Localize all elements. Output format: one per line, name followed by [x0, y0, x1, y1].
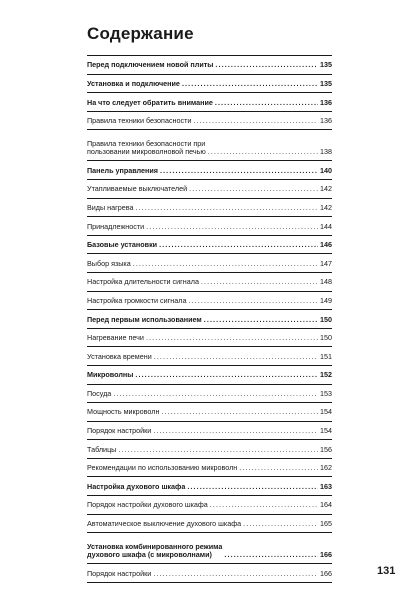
toc-entry-label: Порядок настройки: [87, 568, 152, 578]
toc-entry: [87, 403, 332, 422]
dot-leader: [135, 371, 318, 379]
toc-entry-label: Правила техники безопасности: [87, 116, 192, 126]
toc-entry-label: Рекомендации по использованию микроволн: [87, 463, 238, 473]
toc-entry-label: Виды нагрева: [87, 202, 134, 212]
toc-entry: [87, 440, 332, 459]
toc-entry: [87, 422, 332, 441]
table-of-contents: [87, 55, 332, 583]
dot-leader: [239, 464, 318, 472]
dot-leader: [224, 551, 318, 559]
toc-entry-label: Настройка громкости сигнала: [87, 295, 187, 305]
toc-entry-page: 162: [320, 463, 332, 473]
toc-entry-page: 136: [320, 116, 332, 126]
toc-entry: [87, 254, 332, 273]
toc-entry: [87, 93, 332, 112]
toc-entry: [87, 515, 332, 534]
dot-leader: [154, 353, 318, 361]
toc-entry: [87, 56, 332, 75]
toc-entry: [87, 217, 332, 236]
toc-entry-label: Принадлежности: [87, 221, 145, 231]
toc-entry: [87, 496, 332, 515]
toc-entry: [87, 199, 332, 218]
dot-leader: [153, 570, 318, 578]
toc-entry-page: 154: [320, 407, 332, 417]
toc-entry-label: Порядок настройки духового шкафа: [87, 500, 208, 510]
toc-entry: [87, 385, 332, 404]
toc-entry: [87, 347, 332, 366]
toc-entry: [87, 310, 332, 329]
dot-leader: [159, 241, 318, 249]
toc-entry-page: 142: [320, 202, 332, 212]
toc-entry: [87, 112, 332, 131]
toc-entry-page: 163: [320, 481, 332, 491]
dot-leader: [243, 520, 318, 528]
toc-entry: [87, 130, 332, 161]
dot-leader: [146, 334, 318, 342]
toc-entry-label: Настройка длительности сигнала: [87, 277, 199, 287]
toc-entry-label: Микроволны: [87, 370, 134, 380]
dot-leader: [208, 148, 318, 156]
toc-entry-label: Настройка духового шкафа: [87, 481, 186, 491]
toc-entry: [87, 273, 332, 292]
toc-entry-page: 150: [320, 314, 332, 324]
toc-entry-label: Установка времени: [87, 351, 152, 361]
toc-entry-page: 142: [320, 184, 332, 194]
dot-leader: [215, 61, 318, 69]
toc-entry-page: 156: [320, 444, 332, 454]
dot-leader: [133, 260, 318, 268]
toc-entry-label: Нагревание печи: [87, 333, 144, 343]
toc-entry-page: 151: [320, 351, 332, 361]
toc-entry-page: 135: [320, 78, 332, 88]
toc-entry: [87, 564, 332, 583]
toc-entry-page: 147: [320, 258, 332, 268]
toc-entry: [87, 75, 332, 94]
toc-entry-label: Выбор языка: [87, 258, 131, 268]
toc-entry-label: Панель управления: [87, 165, 158, 175]
toc-entry: [87, 366, 332, 385]
dot-leader: [146, 223, 318, 231]
toc-entry-label: Мощность микроволн: [87, 407, 160, 417]
dot-leader: [189, 185, 318, 193]
dot-leader: [135, 204, 318, 212]
toc-entry-page: 165: [320, 519, 332, 529]
toc-entry-page: 135: [320, 60, 332, 70]
toc-entry: [87, 459, 332, 478]
toc-entry-label: Базовые установки: [87, 240, 158, 250]
toc-entry-label: На что следует обратить внимание: [87, 97, 213, 107]
page-number: 131: [377, 565, 396, 577]
toc-entry-label: Установка и подключение: [87, 78, 180, 88]
dot-leader: [182, 80, 318, 88]
toc-entry-page: 149: [320, 295, 332, 305]
toc-entry-page: 154: [320, 426, 332, 436]
toc-entry-page: 140: [320, 165, 332, 175]
toc-entry-label: Автоматическое выключение духового шкафа: [87, 519, 242, 529]
toc-entry: [87, 533, 332, 564]
toc-entry-label: Перед подключением новой плиты: [87, 60, 214, 70]
toc-entry-page: 152: [320, 370, 332, 380]
toc-entry-label: Таблицы: [87, 444, 117, 454]
dot-leader: [160, 167, 318, 175]
toc-entry-label: Установка комбинированного режима духового шкафа (с микроволнами): [87, 541, 223, 560]
dot-leader: [201, 278, 318, 286]
dot-leader: [188, 297, 318, 305]
toc-entry: [87, 161, 332, 180]
toc-entry-label: Правила техники безопасности при пользовании микроволновой печью: [87, 138, 206, 157]
dot-leader: [113, 390, 318, 398]
dot-leader: [204, 316, 318, 324]
page-title: Содержание: [87, 24, 194, 43]
toc-entry-label: Перед первым использованием: [87, 314, 202, 324]
dot-leader: [193, 117, 318, 125]
toc-entry: [87, 477, 332, 496]
toc-entry-page: 144: [320, 221, 332, 231]
toc-entry-page: 136: [320, 97, 332, 107]
toc-entry-label: Посуда: [87, 388, 112, 398]
toc-entry-page: 148: [320, 277, 332, 287]
toc-entry-page: 150: [320, 333, 332, 343]
dot-leader: [153, 427, 318, 435]
toc-entry: [87, 236, 332, 255]
toc-entry-page: 166: [320, 550, 332, 560]
dot-leader: [210, 501, 318, 509]
dot-leader: [161, 408, 318, 416]
toc-entry-label: Порядок настройки: [87, 426, 152, 436]
dot-leader: [187, 483, 318, 491]
toc-entry: [87, 329, 332, 348]
dot-leader: [215, 99, 318, 107]
toc-entry-page: 166: [320, 568, 332, 578]
dot-leader: [118, 446, 318, 454]
toc-entry: [87, 292, 332, 311]
toc-entry-page: 153: [320, 388, 332, 398]
toc-entry: [87, 180, 332, 199]
toc-entry-page: 146: [320, 240, 332, 250]
toc-entry-label: Утапливаемые выключателей: [87, 184, 188, 194]
toc-entry-page: 164: [320, 500, 332, 510]
toc-entry-page: 138: [320, 147, 332, 157]
